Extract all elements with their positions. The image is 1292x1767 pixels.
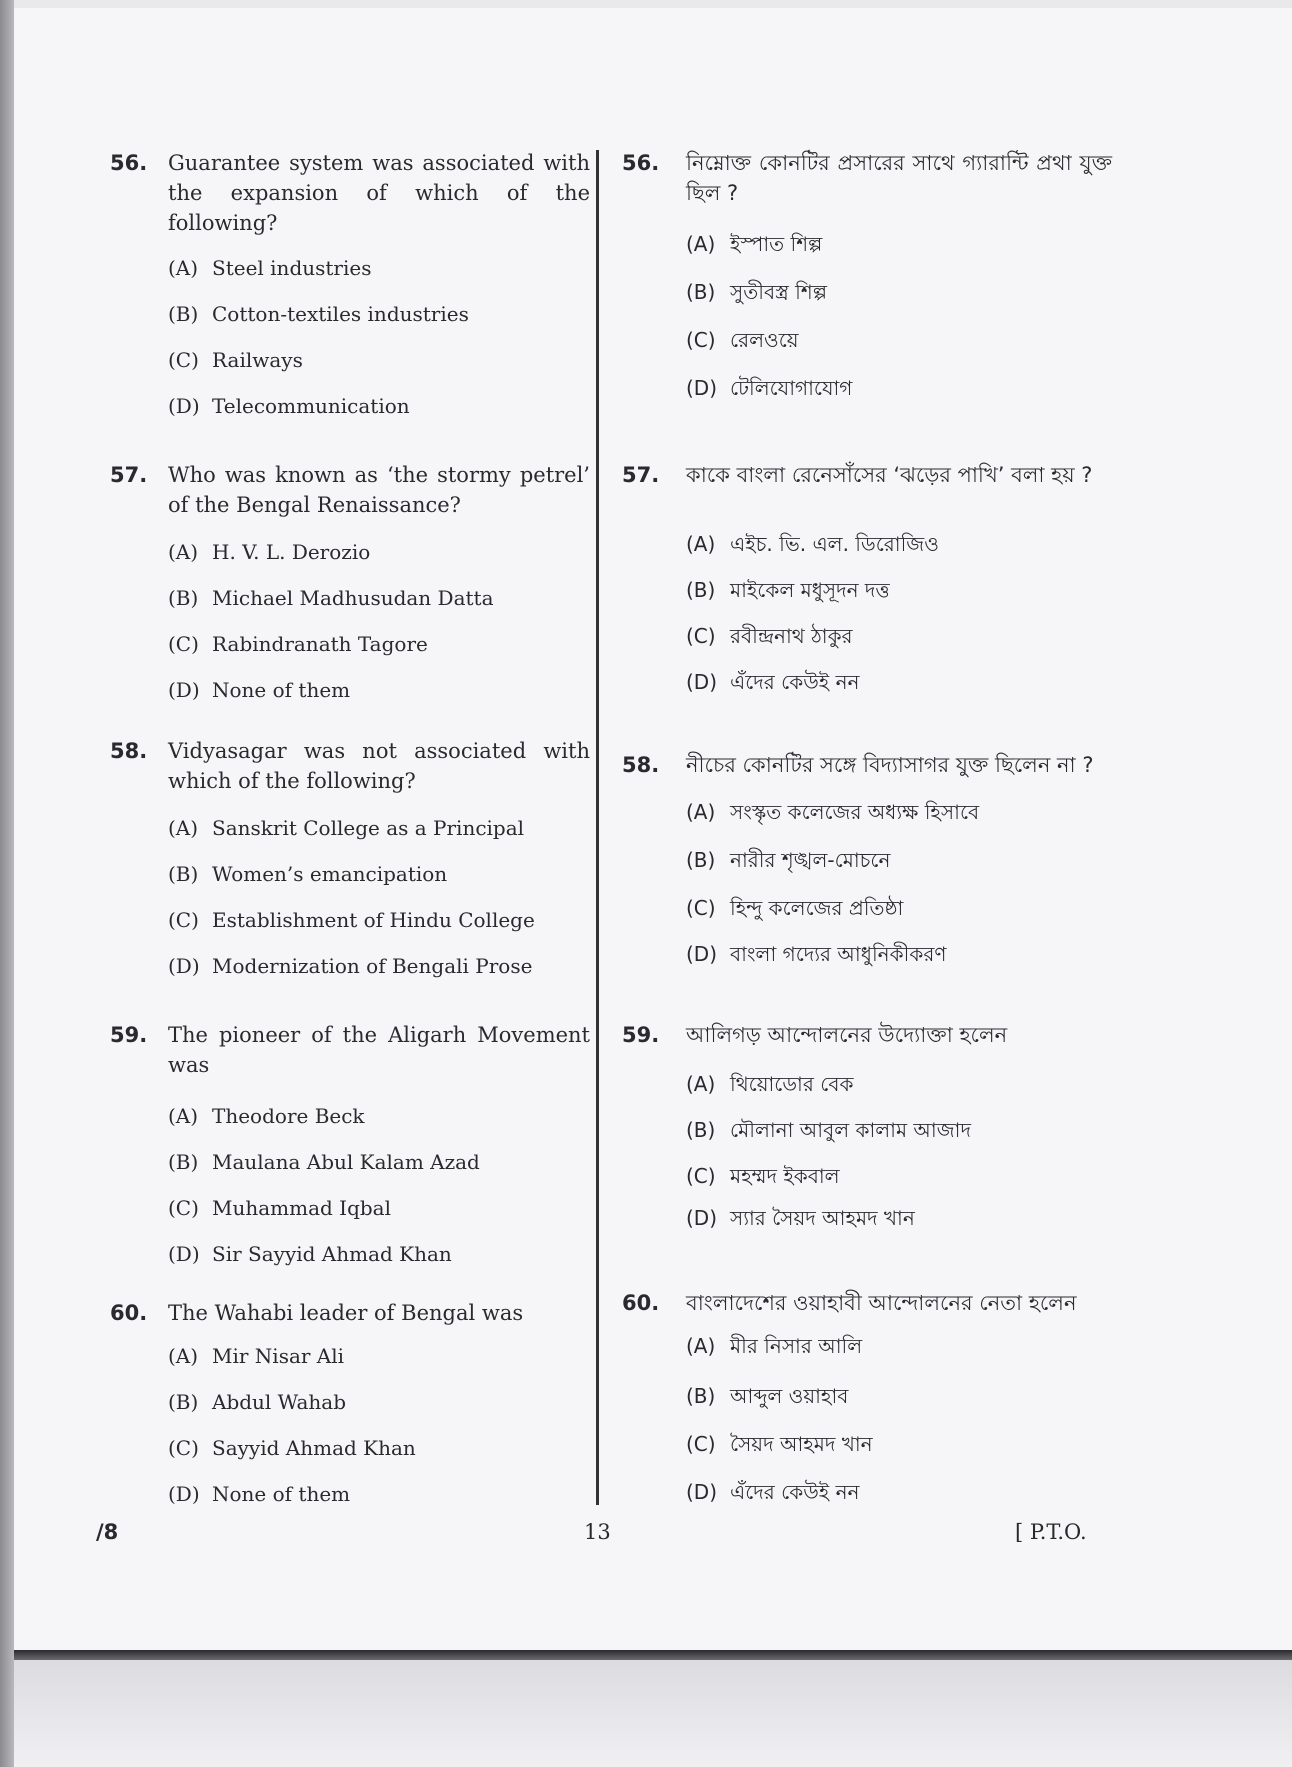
option-text: Railways	[212, 348, 303, 372]
option-text: সৈয়দ আহমদ খান	[730, 1432, 873, 1456]
option-d	[686, 668, 859, 696]
option-a	[168, 538, 370, 566]
question-number: 58.	[622, 753, 660, 777]
option-a	[686, 798, 979, 826]
option-letter: (A)	[686, 532, 716, 556]
option-letter: (A)	[686, 1334, 716, 1358]
option-letter: (D)	[686, 942, 718, 966]
option-letter: (A)	[686, 1072, 716, 1096]
option-letter: (B)	[686, 280, 716, 304]
option-text: Theodore Beck	[212, 1104, 365, 1128]
option-letter: (B)	[686, 1118, 716, 1142]
option-d	[168, 1240, 452, 1268]
option-text: মাইকেল মধুসূদন দত্ত	[730, 578, 890, 602]
question-59-en	[110, 1020, 590, 1266]
scan-background	[14, 1660, 1292, 1767]
question-58-bn	[622, 750, 1112, 966]
question-text: নিম্নোক্ত কোনটির প্রসারের সাথে গ্যারান্টি প্রথা যুক্ত ছিল ?	[686, 151, 1112, 205]
option-a	[168, 814, 524, 842]
option-text: Modernization of Bengali Prose	[212, 954, 533, 978]
option-letter: (B)	[686, 848, 716, 872]
option-letter: (D)	[686, 1206, 718, 1230]
option-a	[686, 230, 822, 258]
option-a	[168, 1342, 344, 1370]
option-text: এইচ. ভি. এল. ডিরোজিও	[730, 532, 939, 556]
option-letter: (B)	[168, 1390, 199, 1414]
option-letter: (D)	[686, 1480, 718, 1504]
option-b	[168, 1388, 346, 1416]
option-letter: (A)	[168, 816, 199, 840]
option-text: এঁদের কেউই নন	[730, 670, 860, 694]
option-letter: (B)	[168, 1150, 199, 1174]
option-letter: (C)	[168, 1196, 199, 1220]
page-number: 13	[584, 1520, 611, 1544]
option-letter: (C)	[686, 624, 716, 648]
option-text: None of them	[212, 678, 351, 702]
option-text: সংস্কৃত কলেজের অধ্যক্ষ হিসাবে	[730, 800, 980, 824]
question-text: Guarantee system was associated with the expansion of which of the following?	[168, 151, 590, 235]
option-letter: (D)	[168, 1482, 200, 1506]
page-code: /8	[96, 1520, 119, 1544]
option-text: আব্দুল ওয়াহাব	[730, 1384, 849, 1408]
option-text: ইস্পাত শিল্প	[730, 232, 823, 256]
option-text: Rabindranath Tagore	[212, 632, 428, 656]
option-letter: (A)	[168, 1344, 199, 1368]
option-d	[168, 1480, 350, 1508]
option-b	[168, 1148, 480, 1176]
option-a	[168, 254, 371, 282]
option-b	[168, 584, 494, 612]
option-text: Maulana Abul Kalam Azad	[212, 1150, 480, 1174]
scan-left-edge	[0, 0, 14, 1767]
question-56-bn	[622, 148, 1112, 400]
question-number: 60.	[110, 1301, 148, 1325]
option-text: নারীর শৃঙ্খল-মোচনে	[730, 848, 891, 872]
question-text: বাংলাদেশের ওয়াহাবী আন্দোলনের নেতা হলেন	[686, 1291, 1077, 1315]
question-57-bn	[622, 460, 1112, 694]
question-number: 56.	[622, 151, 660, 175]
option-text: মহম্মদ ইকবাল	[730, 1164, 840, 1188]
option-a	[686, 1070, 853, 1098]
question-number: 59.	[110, 1023, 148, 1047]
option-text: Establishment of Hindu College	[212, 908, 535, 932]
question-text: The pioneer of the Aligarh Movement was	[168, 1023, 590, 1077]
option-text: হিন্দু কলেজের প্রতিষ্ঠা	[730, 896, 904, 920]
option-letter: (B)	[168, 302, 199, 326]
option-text: মীর নিসার আলি	[730, 1334, 863, 1358]
option-text: H. V. L. Derozio	[212, 540, 371, 564]
question-text: কাকে বাংলা রেনেসাঁসের ‘ঝড়ের পাখি’ বলা হয় ?	[686, 463, 1093, 487]
question-number: 57.	[622, 463, 660, 487]
option-letter: (C)	[686, 1164, 716, 1188]
option-letter: (C)	[686, 896, 716, 920]
option-b	[168, 860, 447, 888]
option-text: টেলিযোগাযোগ	[730, 376, 853, 400]
option-text: Abdul Wahab	[212, 1390, 347, 1414]
option-letter: (D)	[686, 670, 718, 694]
option-a	[686, 530, 939, 558]
option-c	[168, 1434, 416, 1462]
question-59-bn	[622, 1020, 1112, 1230]
option-c	[686, 1162, 840, 1190]
option-letter: (B)	[168, 862, 199, 886]
option-b	[686, 846, 890, 874]
option-letter: (A)	[168, 1104, 199, 1128]
option-c	[168, 906, 535, 934]
option-d	[168, 952, 532, 980]
option-d	[168, 676, 350, 704]
option-text: None of them	[212, 1482, 351, 1506]
option-c	[168, 1194, 391, 1222]
question-number: 59.	[622, 1023, 660, 1047]
question-58-en	[110, 736, 590, 978]
option-text: সুতীবস্ত্র শিল্প	[730, 280, 828, 304]
option-text: স্যার সৈয়দ আহমদ খান	[730, 1206, 915, 1230]
question-text: আলিগড় আন্দোলনের উদ্যোক্তা হলেন	[686, 1023, 1008, 1047]
option-text: Sir Sayyid Ahmad Khan	[212, 1242, 452, 1266]
option-text: Telecommunication	[212, 394, 410, 418]
option-letter: (A)	[686, 800, 716, 824]
option-letter: (B)	[686, 578, 716, 602]
option-c	[686, 1430, 873, 1458]
option-text: বাংলা গদ্যের আধুনিকীকরণ	[730, 942, 947, 966]
question-text: Who was known as ‘the stormy petrel’ of the Bengal Renaissance?	[168, 463, 590, 517]
option-text: রবীন্দ্রনাথ ঠাকুর	[730, 624, 853, 648]
option-text: Steel industries	[212, 256, 372, 280]
option-d	[686, 374, 852, 402]
column-divider	[596, 150, 599, 1505]
option-text: Michael Madhusudan Datta	[212, 586, 494, 610]
option-c	[168, 346, 303, 374]
option-text: মৌলানা আবুল কালাম আজাদ	[730, 1118, 971, 1142]
question-text: নীচের কোনটির সঙ্গে বিদ্যাসাগর যুক্ত ছিলেন না ?	[686, 753, 1094, 777]
option-b	[686, 278, 827, 306]
option-letter: (A)	[168, 256, 199, 280]
option-letter: (B)	[686, 1384, 716, 1408]
option-a	[686, 1332, 862, 1360]
option-letter: (A)	[686, 232, 716, 256]
option-letter: (D)	[168, 394, 200, 418]
option-c	[686, 894, 903, 922]
option-letter: (C)	[168, 1436, 199, 1460]
option-letter: (A)	[168, 540, 199, 564]
option-letter: (C)	[686, 1432, 716, 1456]
question-60-en	[110, 1298, 590, 1506]
option-b	[168, 300, 469, 328]
option-text: রেলওয়ে	[730, 328, 799, 352]
option-d	[686, 940, 946, 968]
option-text: এঁদের কেউই নন	[730, 1480, 860, 1504]
option-letter: (C)	[686, 328, 716, 352]
option-letter: (C)	[168, 908, 199, 932]
question-number: 57.	[110, 463, 148, 487]
option-text: Sanskrit College as a Principal	[212, 816, 525, 840]
question-text: The Wahabi leader of Bengal was	[168, 1301, 524, 1325]
option-letter: (B)	[168, 586, 199, 610]
question-text: Vidyasagar was not associated with which of the following?	[168, 739, 590, 793]
option-d	[686, 1478, 859, 1506]
option-c	[168, 630, 428, 658]
question-56-en	[110, 148, 590, 418]
question-number: 56.	[110, 151, 148, 175]
option-d	[168, 392, 410, 420]
option-b	[686, 1116, 971, 1144]
option-letter: (C)	[168, 632, 199, 656]
option-text: Women’s emancipation	[212, 862, 448, 886]
option-c	[686, 326, 799, 354]
option-letter: (D)	[686, 376, 718, 400]
page-bottom-edge	[14, 1650, 1292, 1660]
question-number: 58.	[110, 739, 148, 763]
question-60-bn	[622, 1288, 1112, 1504]
option-letter: (C)	[168, 348, 199, 372]
option-text: Mir Nisar Ali	[212, 1344, 345, 1368]
option-text: থিয়োডোর বেক	[730, 1072, 854, 1096]
option-text: Cotton-textiles industries	[212, 302, 469, 326]
option-text: Sayyid Ahmad Khan	[212, 1436, 416, 1460]
option-b	[686, 1382, 848, 1410]
option-letter: (D)	[168, 1242, 200, 1266]
option-a	[168, 1102, 365, 1130]
question-57-en	[110, 460, 590, 702]
option-text: Muhammad Iqbal	[212, 1196, 392, 1220]
pto-label: [ P.T.O.	[1015, 1520, 1087, 1544]
option-letter: (D)	[168, 954, 200, 978]
option-c	[686, 622, 853, 650]
option-b	[686, 576, 890, 604]
question-number: 60.	[622, 1291, 660, 1315]
option-letter: (D)	[168, 678, 200, 702]
option-d	[686, 1204, 915, 1232]
